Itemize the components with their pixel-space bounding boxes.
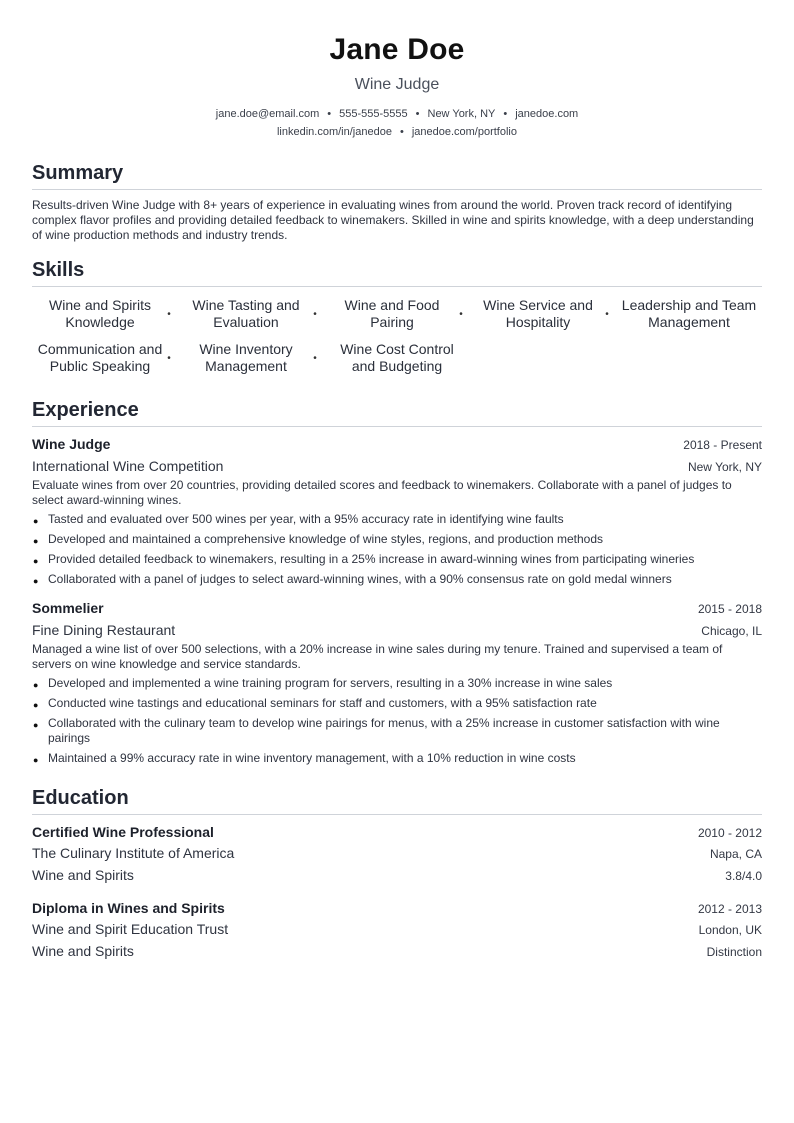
- experience-entry: [32, 435, 762, 587]
- job-bullets: [32, 512, 762, 587]
- skill-separator: •: [313, 308, 317, 320]
- skill-item: [32, 334, 178, 382]
- contact-separator: •: [415, 108, 420, 120]
- school-location: Napa, CA: [709, 847, 762, 861]
- field-of-study: Wine and Spirits: [32, 867, 134, 883]
- experience-entry: [32, 599, 762, 766]
- bullet-item: ● Conducted wine tastings and educational seminars for staff and customers, with a 95% satisfaction rate: [32, 696, 762, 711]
- phone-text: 555-555-5555: [339, 108, 408, 120]
- skill-item: [178, 334, 324, 382]
- bullet-item: ● Developed and implemented a wine training program for servers, resulting in a 30% increase in wine sales: [32, 676, 762, 691]
- degree-title: Diploma in Wines and Spirits: [32, 900, 225, 916]
- job-bullets: [32, 676, 762, 766]
- job-location: New York, NY: [687, 460, 762, 474]
- skill-label: Communication and Public Speaking: [37, 341, 163, 374]
- school-name: Wine and Spirit Education Trust: [32, 921, 229, 937]
- summary-text: Results-driven Wine Judge with 8+ years of experience in evaluating wines from around the world. Proven track record of identifying complex flavor profiles and providing detailed feedback to winemakers. Skilled in wine and spirits knowledge, with a deep understanding of wine production methods and industry trends.: [32, 198, 754, 242]
- email-link[interactable]: jane.doe@email.com: [215, 108, 320, 120]
- skills-list: [32, 294, 762, 382]
- location-text: New York, NY: [427, 108, 496, 120]
- education-heading: Education: [32, 786, 762, 815]
- contact-separator: •: [327, 108, 332, 120]
- skill-item: [324, 334, 470, 382]
- grade: 3.8/4.0: [725, 869, 762, 883]
- school-name: The Culinary Institute of America: [32, 845, 235, 861]
- bullet-item: ● Collaborated with a panel of judges to select award-winning wines, with a 90% consensus rate on gold medal winners: [32, 572, 762, 587]
- skill-separator: •: [605, 308, 609, 320]
- portfolio-link[interactable]: janedoe.com/portfolio: [411, 126, 517, 138]
- job-description: Managed a wine list of over 500 selections, with a 20% increase in wine sales during my tenure. Trained and supervised a team of servers on wine knowledge and service standards.: [32, 642, 723, 671]
- field-of-study: Wine and Spirits: [32, 943, 134, 959]
- job-title: Sommelier: [32, 600, 104, 616]
- skill-item: [324, 294, 470, 334]
- website-link[interactable]: janedoe.com: [515, 108, 579, 120]
- skills-section: [32, 258, 762, 382]
- education-dates: 2010 - 2012: [697, 826, 762, 840]
- skill-label: Wine Cost Control and Budgeting: [340, 341, 454, 374]
- contact-separator: •: [399, 126, 404, 138]
- job-dates: 2018 - Present: [683, 438, 762, 452]
- experience-heading: Experience: [32, 398, 762, 427]
- bullet-item: ● Collaborated with the culinary team to develop wine pairings for menus, with a 25% increase in customer satisfaction with wine pairings: [32, 716, 762, 746]
- degree-title: Certified Wine Professional: [32, 824, 214, 840]
- skill-label: Wine Tasting and Evaluation: [192, 297, 300, 330]
- linkedin-link[interactable]: linkedin.com/in/janedoe: [276, 126, 392, 138]
- job-dates: 2015 - 2018: [697, 602, 762, 616]
- summary-section: [32, 161, 762, 243]
- contact-line-1: [32, 105, 762, 123]
- skill-item: [616, 294, 762, 334]
- skill-label: Wine and Food Pairing: [344, 297, 440, 330]
- education-section: [32, 786, 762, 963]
- bullet-item: ● Maintained a 99% accuracy rate in wine inventory management, with a 10% reduction in wine costs: [32, 751, 762, 766]
- bullet-item: ● Provided detailed feedback to winemakers, resulting in a 25% increase in award-winning wines from participating wineries: [32, 552, 762, 567]
- skill-item: [178, 294, 324, 334]
- job-description: Evaluate wines from over 20 countries, providing detailed scores and feedback to winemakers. Collaborate with a panel of judges to select award-winning wines.: [32, 478, 732, 507]
- education-entry: [32, 823, 762, 887]
- summary-heading: Summary: [32, 161, 762, 190]
- skill-item: [470, 294, 616, 334]
- skill-separator: •: [313, 352, 317, 364]
- job-title: Wine Judge: [32, 436, 111, 452]
- grade: Distinction: [706, 945, 762, 959]
- employer: Fine Dining Restaurant: [32, 622, 176, 638]
- school-location: London, UK: [698, 923, 762, 937]
- skill-item: [32, 294, 178, 334]
- skills-heading: Skills: [32, 258, 762, 287]
- contact-separator: •: [503, 108, 508, 120]
- education-entry: [32, 899, 762, 963]
- skill-label: Wine Inventory Management: [199, 341, 293, 374]
- skill-separator: •: [167, 308, 171, 320]
- skill-label: Wine Service and Hospitality: [483, 297, 593, 330]
- skill-separator: •: [167, 352, 171, 364]
- experience-section: [32, 398, 762, 766]
- employer: International Wine Competition: [32, 458, 224, 474]
- candidate-headline: Wine Judge: [354, 76, 440, 93]
- job-location: Chicago, IL: [701, 624, 762, 638]
- candidate-name: Jane Doe: [329, 33, 465, 66]
- skill-label: Wine and Spirits Knowledge: [49, 297, 151, 330]
- bullet-item: ● Tasted and evaluated over 500 wines per year, with a 95% accuracy rate in identifying wine faults: [32, 512, 762, 527]
- contact-line-2: [32, 123, 762, 141]
- skill-label: Leadership and Team Management: [621, 297, 757, 330]
- skill-separator: •: [459, 308, 463, 320]
- education-dates: 2012 - 2013: [697, 902, 762, 916]
- bullet-item: ● Developed and maintained a comprehensive knowledge of wine styles, regions, and production methods: [32, 532, 762, 547]
